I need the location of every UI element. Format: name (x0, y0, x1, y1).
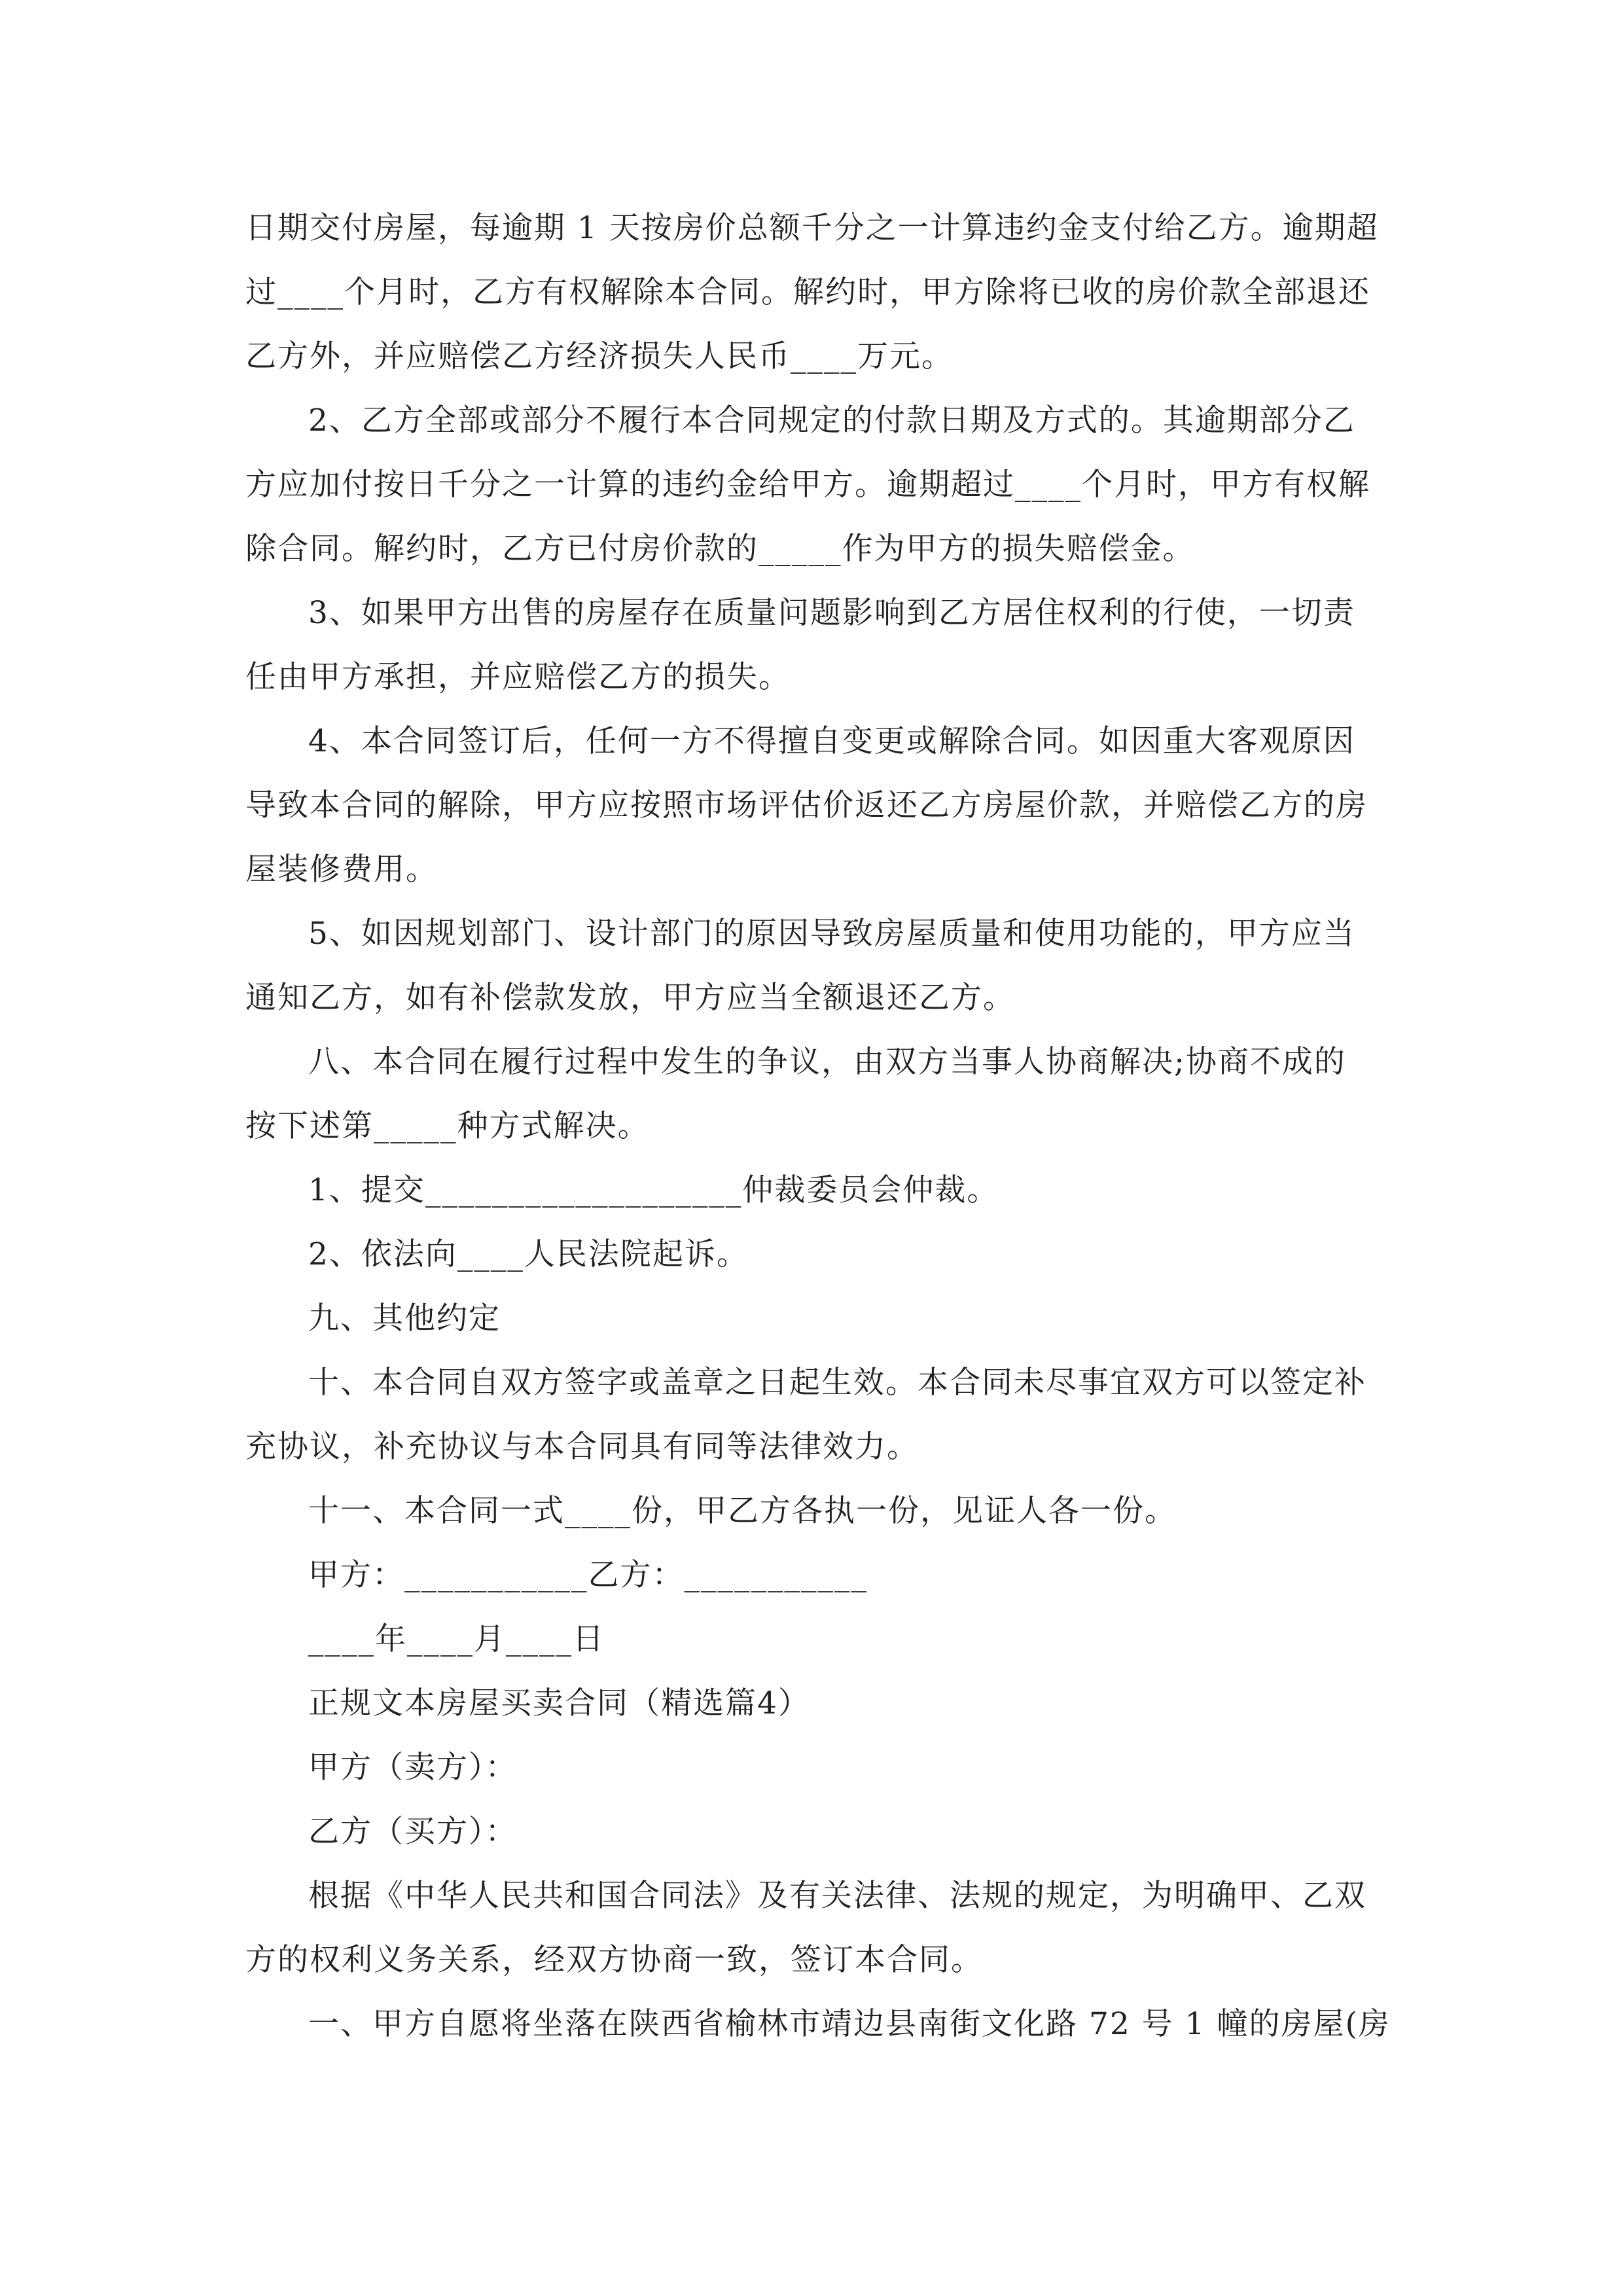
text-line: 除合同。解约时，乙方已付房价款的_____作为甲方的损失赔偿金。 (245, 531, 1195, 567)
text-line: 任由甲方承担，并应赔偿乙方的损失。 (245, 659, 791, 695)
section-title: 正规文本房屋买卖合同（精选篇4） (308, 1685, 810, 1721)
text-line: 过____个月时，乙方有权解除本合同。解约时，甲方除将已收的房价款全部退还 (245, 274, 1370, 310)
text-line: 5、如因规划部门、设计部门的原因导致房屋质量和使用功能的，甲方应当 (308, 916, 1355, 952)
paragraph-preamble (245, 1864, 1379, 1992)
paragraph-section-10 (245, 1351, 1379, 1479)
paragraph-section-9: 九、其他约定 (308, 1300, 501, 1336)
text-line: 3、如果甲方出售的房屋存在质量问题影响到乙方居住权利的行使，一切责 (308, 595, 1355, 631)
text-line: 通知乙方，如有补偿款发放，甲方应当全额退还乙方。 (245, 980, 1015, 1016)
signature-line: 甲方：___________乙方：___________ (308, 1557, 868, 1593)
paragraph-clause-2 (245, 389, 1379, 581)
paragraph-clause-3 (245, 581, 1379, 709)
text-line: 充协议，补充协议与本合同具有同等法律效力。 (245, 1429, 919, 1465)
contract-body (245, 196, 1391, 2056)
text-line: 八、本合同在履行过程中发生的争议，由双方当事人协商解决;协商不成的 (308, 1044, 1346, 1080)
text-line: 乙方外，并应赔偿乙方经济损失人民币____万元。 (245, 338, 954, 374)
paragraph-court: 2、依法向____人民法院起诉。 (308, 1236, 749, 1272)
text-line: 根据《中华人民共和国合同法》及有关法律、法规的规定，为明确甲、乙双 (308, 1878, 1366, 1914)
text-line: 方的权利义务关系，经双方协商一致，签订本合同。 (245, 1942, 983, 1978)
party-buyer: 乙方（买方）： (308, 1814, 518, 1850)
text-line: 十、本合同自双方签字或盖章之日起生效。本合同未尽事宜双方可以签定补 (308, 1365, 1366, 1401)
text-line: 一、甲方自愿将坐落在陕西省榆林市靖边县南街文化路 72 号 1 幢的房屋(房 (308, 2006, 1391, 2042)
paragraph-clause-4 (245, 709, 1379, 902)
paragraph-section-8 (245, 1030, 1379, 1158)
paragraph-clause-5 (245, 902, 1379, 1030)
text-line: 屋装修费用。 (245, 852, 438, 888)
paragraph-penalty-seller (245, 196, 1379, 389)
text-line: 日期交付房屋，每逾期 1 天按房价总额千分之一计算违约金支付给乙方。逾期超 (245, 210, 1379, 246)
party-seller: 甲方（卖方）： (308, 1749, 518, 1785)
text-line: 导致本合同的解除，甲方应按照市场评估价返还乙方房屋价款，并赔偿乙方的房 (245, 787, 1368, 823)
text-line: 方应加付按日千分之一计算的违约金给甲方。逾期超过____个月时，甲方有权解 (245, 467, 1370, 503)
paragraph-arbitration: 1、提交___________________仲裁委员会仲裁。 (308, 1172, 999, 1208)
text-line: 2、乙方全部或部分不履行本合同规定的付款日期及方式的。其逾期部分乙 (308, 403, 1355, 439)
text-line: 按下述第_____种方式解决。 (245, 1108, 650, 1144)
text-line: 4、本合同签订后，任何一方不得擅自变更或解除合同。如因重大客观原因 (308, 723, 1355, 759)
date-line: ____年____月____日 (308, 1621, 605, 1657)
paragraph-section-1 (245, 1992, 1391, 2056)
paragraph-section-11: 十一、本合同一式____份，甲乙方各执一份，见证人各一份。 (308, 1493, 1177, 1529)
